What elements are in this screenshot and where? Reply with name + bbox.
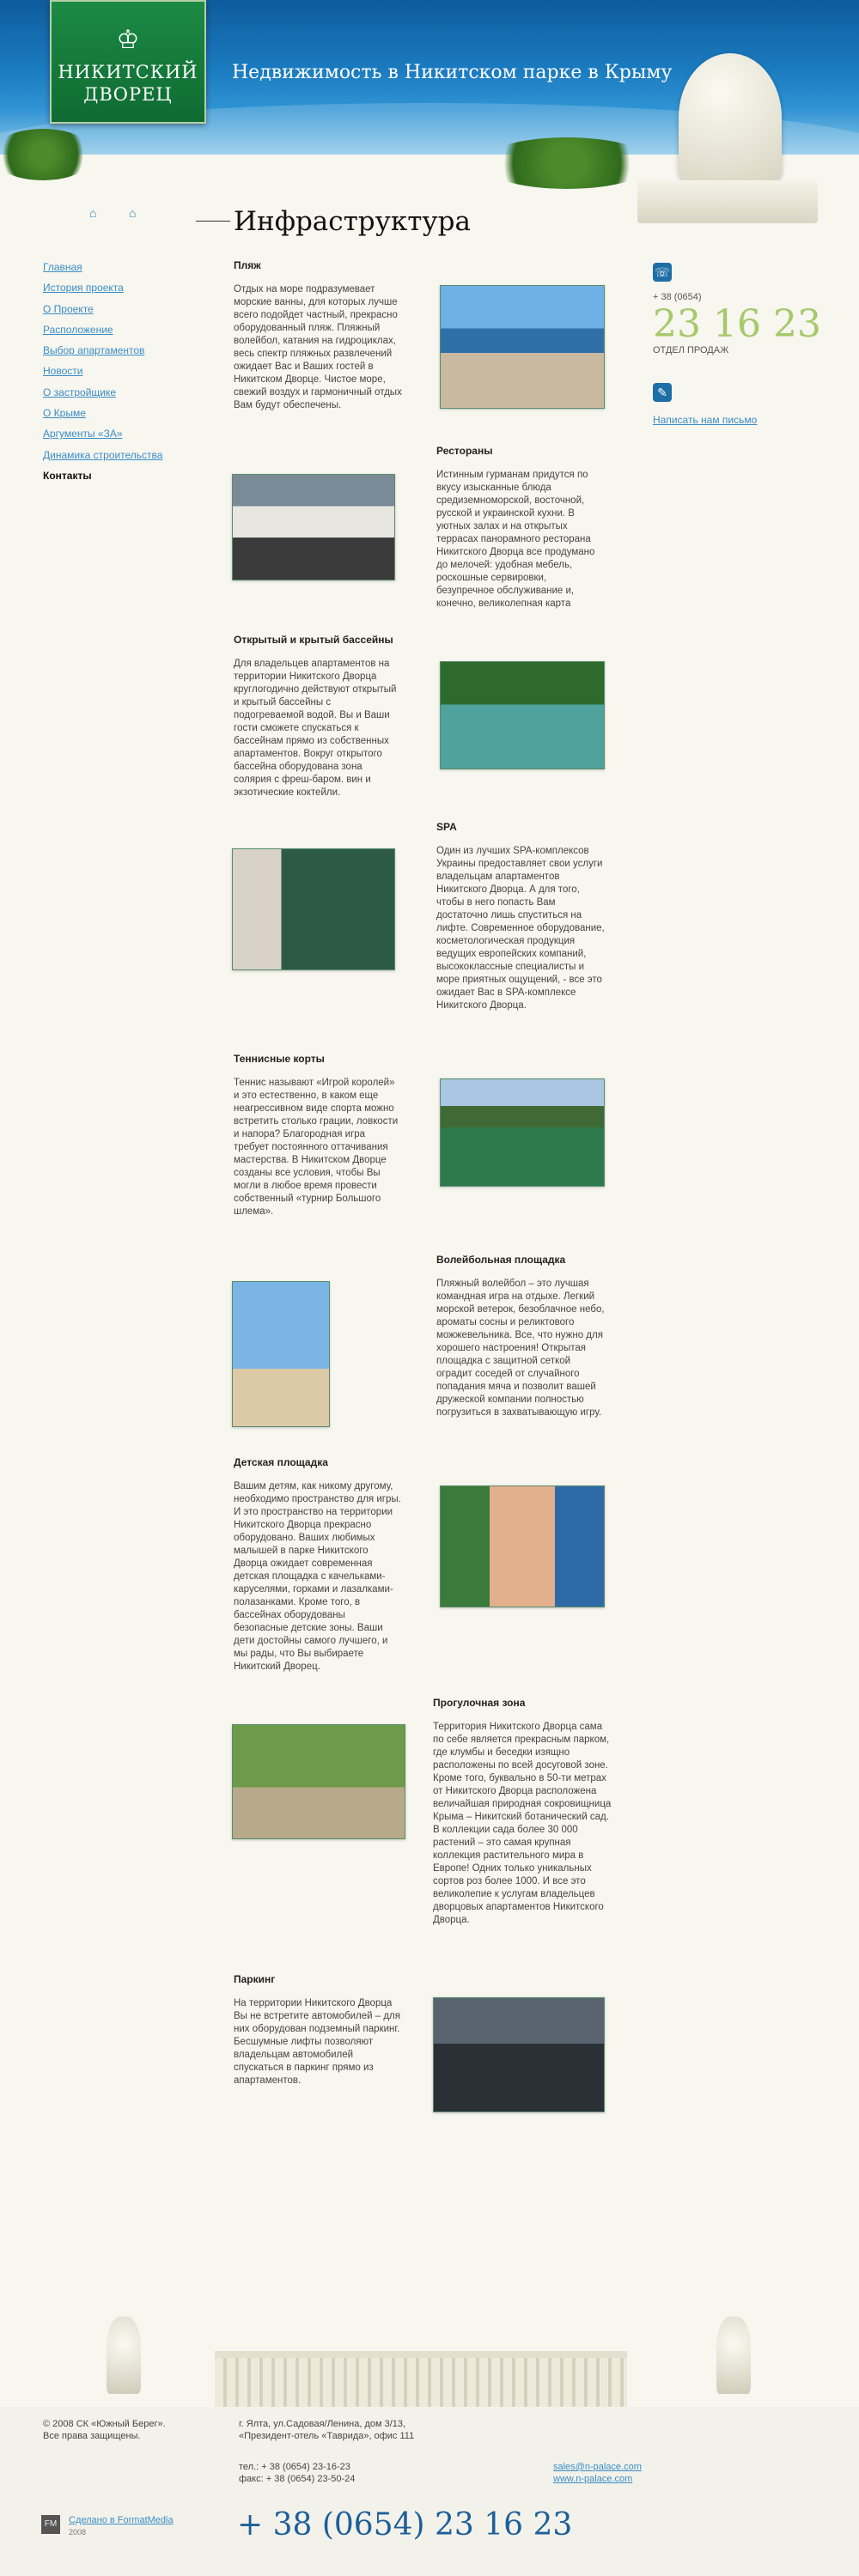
nav-item-crimea[interactable]: О Крыме: [43, 407, 86, 420]
section-title-volleyball: Волейбольная площадка: [436, 1254, 566, 1266]
urn-left-image: [107, 2317, 141, 2394]
top-icons: [89, 206, 168, 222]
copyright-text: © 2008 СК «Южный Берег».: [43, 2419, 166, 2429]
pen-icon: ✎: [653, 383, 672, 402]
section-title-playground: Детская площадка: [234, 1456, 328, 1468]
vine-left-image: [0, 129, 94, 180]
tennis-photo: [440, 1078, 605, 1187]
nav-item-home[interactable]: Главная: [43, 261, 82, 273]
section-title-restaurants: Рестораны: [436, 445, 493, 457]
email-link[interactable]: sales@n-palace.com: [553, 2462, 642, 2472]
logo-line1: НИКИТСКИЙ: [58, 62, 198, 82]
nav-item-apartments[interactable]: Выбор апартаментов: [43, 344, 145, 357]
footer-links: [553, 2461, 642, 2485]
footer-tel: тел.: + 38 (0654) 23-16-23: [239, 2462, 350, 2472]
section-text-volleyball: Пляжный волейбол – это лучшая командная игра на отдыхе. Легкий морской ветерок, безоблачное небо, ароматы сосны и реликтового можжевельника. Все, что нужно для хорошего настроения! Открытая площадка с защитной сеткой оградит соседей от случайного попадания мяча и позволит вашей дружеской компании полностью погрузиться в захватывающую игру.: [436, 1279, 605, 1418]
nav-item-location[interactable]: Расположение: [43, 323, 113, 336]
crown-icon: ♔: [116, 25, 140, 55]
sales-dept-label: ОТДЕЛ ПРОДАЖ: [653, 345, 729, 355]
section-title-spa: SPA: [436, 821, 457, 833]
home-alt-icon[interactable]: ⌂: [129, 206, 137, 220]
address-line2: «Президент-отель «Таврида», офис 111: [239, 2431, 415, 2441]
section-text-playground: Вашим детям, как никому другому, необходимо пространство для игры. И это пространство на территории Никитского Дворца прекрасно оборудовано. Ваших любимых малышей в парке Никитского Дворца ожидает современная детская площадка с качельками-каруселями, горками и лазалками-полазанками. Кроме того, в бассейнах оборудованы безопасные детские зоны. Ваши дети достойны самого лучшего, и мы рады, что Вы выбираете Никитский Дворец.: [234, 1481, 401, 1672]
section-title-parking: Паркинг: [234, 1973, 276, 1985]
footer-big-phone: + 38 (0654) 23 16 23: [237, 2507, 573, 2543]
site-link[interactable]: www.n-palace.com: [553, 2474, 633, 2484]
restaurant-photo: [232, 474, 395, 580]
nav-item-history[interactable]: История проекта: [43, 282, 124, 295]
section-text-parking: На территории Никитского Дворца Вы не встретите автомобилей – для них оборудован подземный паркинг. Бесшумные лифты позволяют владельцам автомобилей спускаться в паркинг прямо из апартаментов.: [234, 1998, 400, 2086]
section-title-walking: Прогулочная зона: [433, 1697, 526, 1709]
site-title: Недвижимость в Никитском парке в Крыму: [232, 62, 673, 83]
section-text-restaurants: Истинным гурманам придутся по вкусу изысканные блюда средиземноморской, восточной, русской и украинской кухни. В уютных залах и на открытых террасах панорамного ресторана Никитского Дворца все продумано до мелочей: удобная мебель, роскошные сервировки, безупречное обслуживание и, конечно, великолепная карта: [436, 470, 595, 609]
footer-made-by: [69, 2514, 174, 2538]
pillar-image: [637, 180, 818, 223]
home-icon[interactable]: ⌂: [89, 206, 97, 220]
formatmedia-logo[interactable]: FM: [41, 2515, 60, 2534]
footer-address: [239, 2418, 414, 2442]
section-title-beach: Пляж: [234, 259, 261, 271]
nav-item-arguments[interactable]: Аргументы «ЗА»: [43, 428, 123, 440]
nav-item-construction[interactable]: Динамика строительства: [43, 448, 163, 461]
lion-statue-image: [679, 53, 782, 182]
rights-text: Все права защищены.: [43, 2431, 141, 2441]
phone-number: 23 16 23: [653, 302, 821, 346]
nav-item-news[interactable]: Новости: [43, 365, 83, 378]
logo[interactable]: [50, 0, 206, 124]
section-text-walking: Территория Никитского Дворца сама по себе является прекрасным парком, где клумбы и беседки изящно расположены по всей досуговой зоне. Кроме того, буквально в 50-ти метрах от Никитского Дворца расположена величайшая природная сокровищница Крыма – Никитский ботанический сад. В коллекции сада более 30 000 растений – это самая крупная коллекция растительного мира в Европе! Одних только уникальных сортов роз более 1000. И все это великолепие к услугам владельцев дворцовых апартаментов Никитского Дворца.: [433, 1722, 612, 1925]
nav-item-about[interactable]: О Проекте: [43, 302, 94, 315]
phone-icon: ☏: [653, 263, 672, 282]
page-title: Инфраструктура: [234, 206, 471, 237]
section-text-spa: Один из лучших SPA-комплексов Украины предоставляет свои услуги владельцам апартаментов Никитского Дворца. А для того, чтобы в него попасть Вам достаточно лишь спуститься на лифте. Современное оборудование, косметологическая продукция ведущих европейских компаний, высококлассные специалисты и море приятных ощущений, - все это ожидает Вас в SPA-комплексе Никитского Дворца.: [436, 846, 605, 1011]
sidebar-nav: [43, 260, 215, 489]
garden-photo: [232, 1724, 405, 1839]
vine-right-image: [481, 137, 653, 189]
write-us-link[interactable]: Написать нам письмо: [653, 414, 758, 426]
spa-photo: [232, 848, 395, 970]
footer-phones: [239, 2461, 355, 2485]
address-line1: г. Ялта, ул.Садовая/Ленина, дом 3/13,: [239, 2419, 406, 2429]
section-text-pools: Для владельцев апартаментов на территории Никитского Дворца круглогодично действуют открытый и крытый бассейны с подогреваемой водой. Вы и Ваши гости сможете спускаться к бассейнам прямо из собственных апартаментов. Вокруг открытого бассейна оборудована зона солярия с фреш-баром. вин и экзотические коктейли.: [234, 659, 397, 798]
footer-fax: факс: + 38 (0654) 23-50-24: [239, 2474, 356, 2484]
volleyball-photo: [232, 1281, 330, 1427]
parking-photo: [433, 1997, 605, 2112]
heading-dash: [196, 221, 230, 222]
section-text-tennis: Теннис называют «Игрой королей» и это естественно, в каком еще неагрессивном виде спорта можно встретить столько грации, ловкости и напора? Благородная игра требует постоянного оттачивания мастерства. В Никитском Дворце созданы все условия, чтобы Вы могли в любое время провести собственный «турнир Большого шлема».: [234, 1078, 399, 1217]
section-text-beach: Отдых на море подразумевает морские ванны, для которых лучше всего подойдет частный, прекрасно оборудованный пляж. Пляжный волейбол, катания на гидроциклах, весь спектр пляжных развлечений ожидает Вас и Ваших гостей в Никитском Дворце. Чистое море, свежий воздух и гармоничный отдых Вам будут обеспечены.: [234, 284, 402, 410]
section-title-pools: Открытый и крытый бассейны: [234, 634, 393, 646]
pool-photo: [440, 661, 605, 769]
urn-right-image: [716, 2317, 751, 2394]
phone-prefix: + 38 (0654): [653, 292, 702, 302]
made-year: 2008: [69, 2528, 87, 2537]
nav-item-developer[interactable]: О застройщике: [43, 386, 117, 398]
section-title-tennis: Теннисные корты: [234, 1053, 325, 1065]
playground-photo: [440, 1485, 605, 1607]
footer-copyright: [43, 2418, 166, 2442]
beach-photo: [440, 285, 605, 409]
logo-line2: ДВОРЕЦ: [83, 84, 173, 105]
nav-item-contacts[interactable]: Контакты: [43, 469, 92, 482]
made-by-link[interactable]: Сделано в FormatMedia: [69, 2515, 174, 2525]
